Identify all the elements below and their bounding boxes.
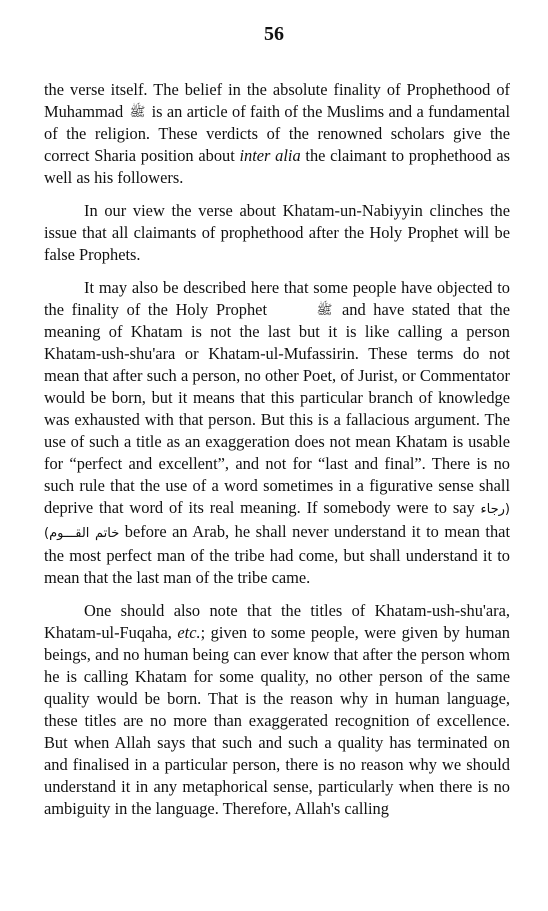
text-run: ; given to some people, were given by human beings, and no human being can ever know that after the person whom he is calling Khatam for some quality, no other person of the same quality would be born. That is the reason why in human language, these titles are no more than exaggerated recognition of excellence. But when Allah says that such and such a quality has terminated on and finalised in a particular person, there is no reason why we should understand it in any metaphorical sense, particularly when there is no ambiguity in the language. Therefore, Allah's calling (44, 623, 510, 818)
paragraph (44, 600, 510, 820)
italic-text: inter alia (239, 146, 301, 165)
text-run: before an Arab, he shall never understand it to mean that the most perfect man of the tribe had come, but shall understand it to mean that the last man of the tribe came. (44, 522, 511, 587)
text-run: is an article of faith of the Muslims and a fundamental of the religion. These verdicts of the renowned scholars give the correct Sharia position about (44, 102, 510, 165)
paragraph (44, 200, 510, 266)
arabic-phrase: (رجاء خاتم القـــوم) (44, 502, 510, 541)
text-run: One should also note that the titles of Khatam-ush-shu'ara, Khatam-ul-Fuqaha, (44, 601, 510, 642)
page-number: 56 (264, 23, 284, 45)
text-run: and have stated that the meaning of Khatam is not the last but it is like calling a person Khatam-ush-shu'ara or Khatam-ul-Mufassirin. These terms do not mean that after such a person, no other Poet, of Jurist, or Commentator would be born, but it means that this particular branch of knowledge was exhausted with that person. But this is a fallacious argument. The use of such a title as an exaggeration does not mean Khatam is usable for “perfect and excellent”, and not for “last and final”. There is no such rule that the use of a word sometimes in a figurative sense shall deprive that word of its real meaning. If somebody were to say (44, 300, 510, 517)
text-run: In our view the verse about Khatam-un-Nabiyyin clinches the issue that all claimants of prophethood after the Holy Prophet will be false Prophets. (44, 201, 510, 264)
text-run: the verse itself. The belief in the absolute finality of Prophethood of Muhammad (44, 80, 510, 121)
text-run: the claimant to prophethood as well as his followers. (44, 146, 510, 187)
text-run: It may also be described here that some people have objected to the finality of the Holy Prophet (44, 278, 510, 319)
paragraph (44, 277, 510, 589)
paragraph (44, 79, 510, 189)
honorific-symbol-icon: ﷺ (316, 303, 333, 319)
page-body (44, 79, 510, 820)
honorific-symbol-icon: ﷺ (129, 105, 146, 121)
italic-text: etc. (177, 623, 201, 642)
